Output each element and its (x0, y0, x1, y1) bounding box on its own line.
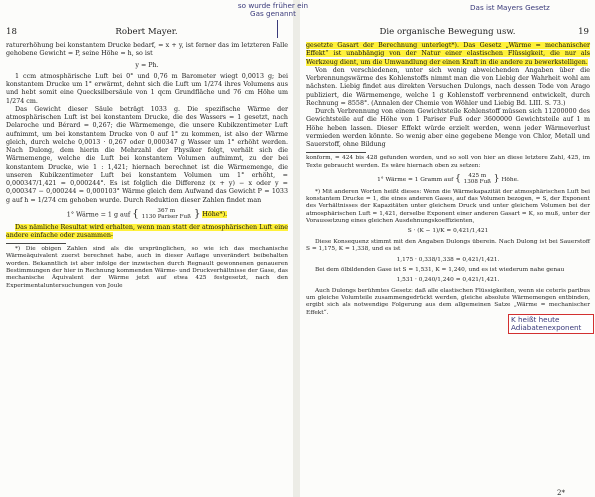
formula-y-ph: y = Ph. (135, 61, 159, 69)
right-page (300, 0, 595, 497)
formula-fraction (142, 208, 191, 221)
formula-ethylene: 1,531 · 0,240/1,240 = 0,421/1,421. (396, 277, 500, 284)
formula-bottom: 1130 Pariser Fuß (141, 214, 191, 221)
formula-oxygen: 1,175 · 0,338/1,338 = 0,421/1,421. (396, 256, 500, 263)
footnote-rule (306, 152, 366, 153)
formula-tail: Höhe. (501, 176, 519, 183)
left-paragraph: 1 ccm atmosphärische Luft bei 0° und 0,76 m Barometer wiegt 0,0013 g; bei konstantem Drucke um 1° erwärmt, dehnt sich die Luft um 1/274 ihres Volumens aus und hebt somit eine Quecksilbersäule von 1 qcm Grundfläche und 76 cm Höhe um 1/274 cm. (6, 72, 288, 105)
formula-425: 1° Wärme = 1 Gramm auf { 425 m 1308 Fuß } Höhe. (377, 172, 519, 186)
right-paragraph: Von den verschiedenen, unter sich wenig abweichenden Angaben über die Verbrennungswärme des Kohlenstoffs nimmt man die von Liebig der Wahrheit wohl am nächsten. Liebig findet aus direkten Versuchen Dulongs, nach dessen Tode von Arago publiziert, die Wärmemenge, welche 1 g Kohlenstoff verbrennend entwickelt, durch Rechnung = 8558°. (Annalen der Chemie von Wöhler und Liebig Bd. LIII. S. 73.) (306, 66, 590, 107)
signature-mark: 2* (557, 489, 565, 497)
highlight-text: Das nämliche Resultat wird erhalten, wenn man statt der atmosphärischen Luft eine andere einfache oder zusammen- (6, 223, 288, 239)
left-paragraph: raturerhöhung bei konstantem Drucke bedarf, = x + y, ist ferner das im letzteren Falle gehobene Gewicht = P, seine Höhe = h, so ist (6, 42, 288, 58)
annotation-arrow (277, 20, 278, 38)
right-footnote: Bei dem ölbildenden Gase ist S = 1,531, K = 1,240, und es ist wiederum nahe genau (315, 266, 565, 273)
right-footnote: Diese Konsequenz stimmt mit den Angaben Dulongs überein. Nach Dulong ist bei Sauerstoff S = 1,175, K = 1,338, und es ist (306, 238, 590, 253)
left-paragraph: Das Gewicht dieser Säule beträgt 1033 g. Die spezifische Wärme der atmosphärischen Luft ist bei konstantem Drucke, die des Wassers = 1 gesetzt, nach Delaroche und Bérard = 0,267; die Wärmemenge, die unsere Kubikzentimeter Luft aufnimmt, um bei konstantem Drucke von 0 auf 1° zu kommen, ist also der Wärme gleich, durch welche 0,0013 · 0,267 oder 0,000347 g Wasser um 1° erhöht werden. Nach Dulong, dem hierin die Mehrzahl der Physiker folgt, verhält sich die Wärmemenge, welche die Luft bei konstantem Volumen aufnimmt, zu der bei konstantem Drucke, wie 1 : 1,421; hiernach berechnet ist die Wärmemenge, die unseren Kubikzentimeter Luft bei konstantem Volumen um 1° erhöht, = 0,000347/1,421 = 0,000244°. Es ist folglich die Differenz (x + y) − x oder y = 0,000347 − 0,000244 = 0,000103° Wärme gleich dem Aufwand das Gewicht P = 1033 g auf h = 1/274 cm gehoben wurde. Durch Reduktion dieser Zahlen findet man (6, 105, 288, 204)
left-highlight-paragraph (6, 224, 288, 241)
right-footnote: Auch Dulongs berühmtes Gesetz: daß alle elastischen Flüssigkeiten, wenn sie ceteris paribus um gleiche Volumteile zusammengedrückt werden, gleiche absolute Wärmemengen entbinden, ergibt sich als notwendige Folgerung aus dem allgemeinen Satze „Wärme = mechanischer Effekt“. (306, 287, 591, 316)
right-footnote-continued: konform, = 424 bis 428 gefunden worden, und so soll von hier an diese letztere Zahl, 425, im Texte gebraucht werden. Es wäre hiernach oben zu setzen: (306, 155, 590, 169)
left-page (0, 0, 293, 497)
handwritten-note-box: K heißt heute Adiabatenexponent (508, 314, 594, 334)
right-page-number: 19 (578, 27, 589, 37)
handwritten-note-top-right: Das ist Mayers Gesetz (470, 3, 550, 12)
formula-top: 425 m (468, 172, 487, 179)
right-paragraph: Durch Verbrennung von einem Gewichtsteile Kohlenstoff müssen sich 11200000 des Gewichtsteile auf die Höhe von 1 Pariser Fuß oder 3600000 Gewichtsteile auf 1 m Höhe heben lassen. Dieser Effekt würde erzielt werden, wenn jeder Wärmeverlust vermieden werden könnte. So wenig aber eine gegebene Menge von Chlor, Metall und Sauerstoff, ohne Bildung (306, 108, 590, 148)
book-gutter (293, 0, 300, 497)
left-page-body (6, 42, 288, 290)
handwritten-note-top: so wurde früher ein Gas genannt (237, 1, 309, 18)
formula-lhs: 1° Wärme = 1 Gramm auf (377, 176, 454, 183)
highlight-text: gesetzte Gasart der Berechnung unterlegt*). Das Gesetz „Wärme = mechanischer Effekt“ ist unabhängig von der Natur einer elastischen Flüssigkeit, die nur als Werkzeug dient, um die Umwandlung der einen Kraft in die andere zu bewerkstelligen. (306, 42, 590, 66)
right-footnote: *) Mit anderen Worten heißt dieses: Wenn die Wärmekapazität der atmosphärischen Luft bei konstantem Drucke = 1, die eines anderen Gases, auf das Volumen bezogen, = S, der Exponent des Verhältnisses der Kapazitäten unter gleichem Druck und unter gleichem Volumen bei der atmosphärischen Luft = 1,421, derselbe Exponent einer anderen Gasart = K, so muß, unter der Voraussetzung eines gleichen Ausdehnungskoeffizienten, (306, 188, 590, 225)
right-page-header (306, 27, 589, 37)
formula-fraction (464, 173, 491, 186)
right-page-body (306, 42, 590, 317)
formula-tail: Höhe*). (202, 211, 228, 219)
formula-lhs: 1° Wärme = 1 g auf (66, 211, 131, 219)
left-page-number: 18 (6, 27, 17, 37)
left-page-header (6, 27, 287, 37)
formula-s-k: S · (K − 1)/K = 0,421/1,421 (407, 228, 489, 235)
right-highlight-paragraph (306, 42, 590, 67)
footnote-rule (6, 243, 66, 244)
formula-top: 367 m (157, 207, 176, 214)
formula-equivalent: 1° Wärme = 1 g auf { 367 m 1130 Pariser Fuß } Höhe*). (66, 207, 228, 221)
right-running-head: Die organische Bewegung usw. (379, 27, 516, 37)
left-running-head: Robert Mayer. (115, 27, 178, 37)
left-footnote: *) Die obigen Zahlen sind als die ursprünglichen, so wie ich das mechanische Wärmeäquivalent zuerst berechnet habe, auch in dieser Auflage unverändert beibehalten worden. Bekanntlich ist aber infolge der inzwischen durch Regnault gewonnenen genaueren Bestimmungen der hier in Rechnung kommenden Wärme- und Druckverhältnisse der Gase, das mechanische Äquivalent der Wärme jetzt auf etwa 425 festgesetzt, nach den Experimentaluntersuchungen von Joule (6, 246, 288, 289)
formula-bottom: 1308 Fuß (463, 179, 491, 186)
